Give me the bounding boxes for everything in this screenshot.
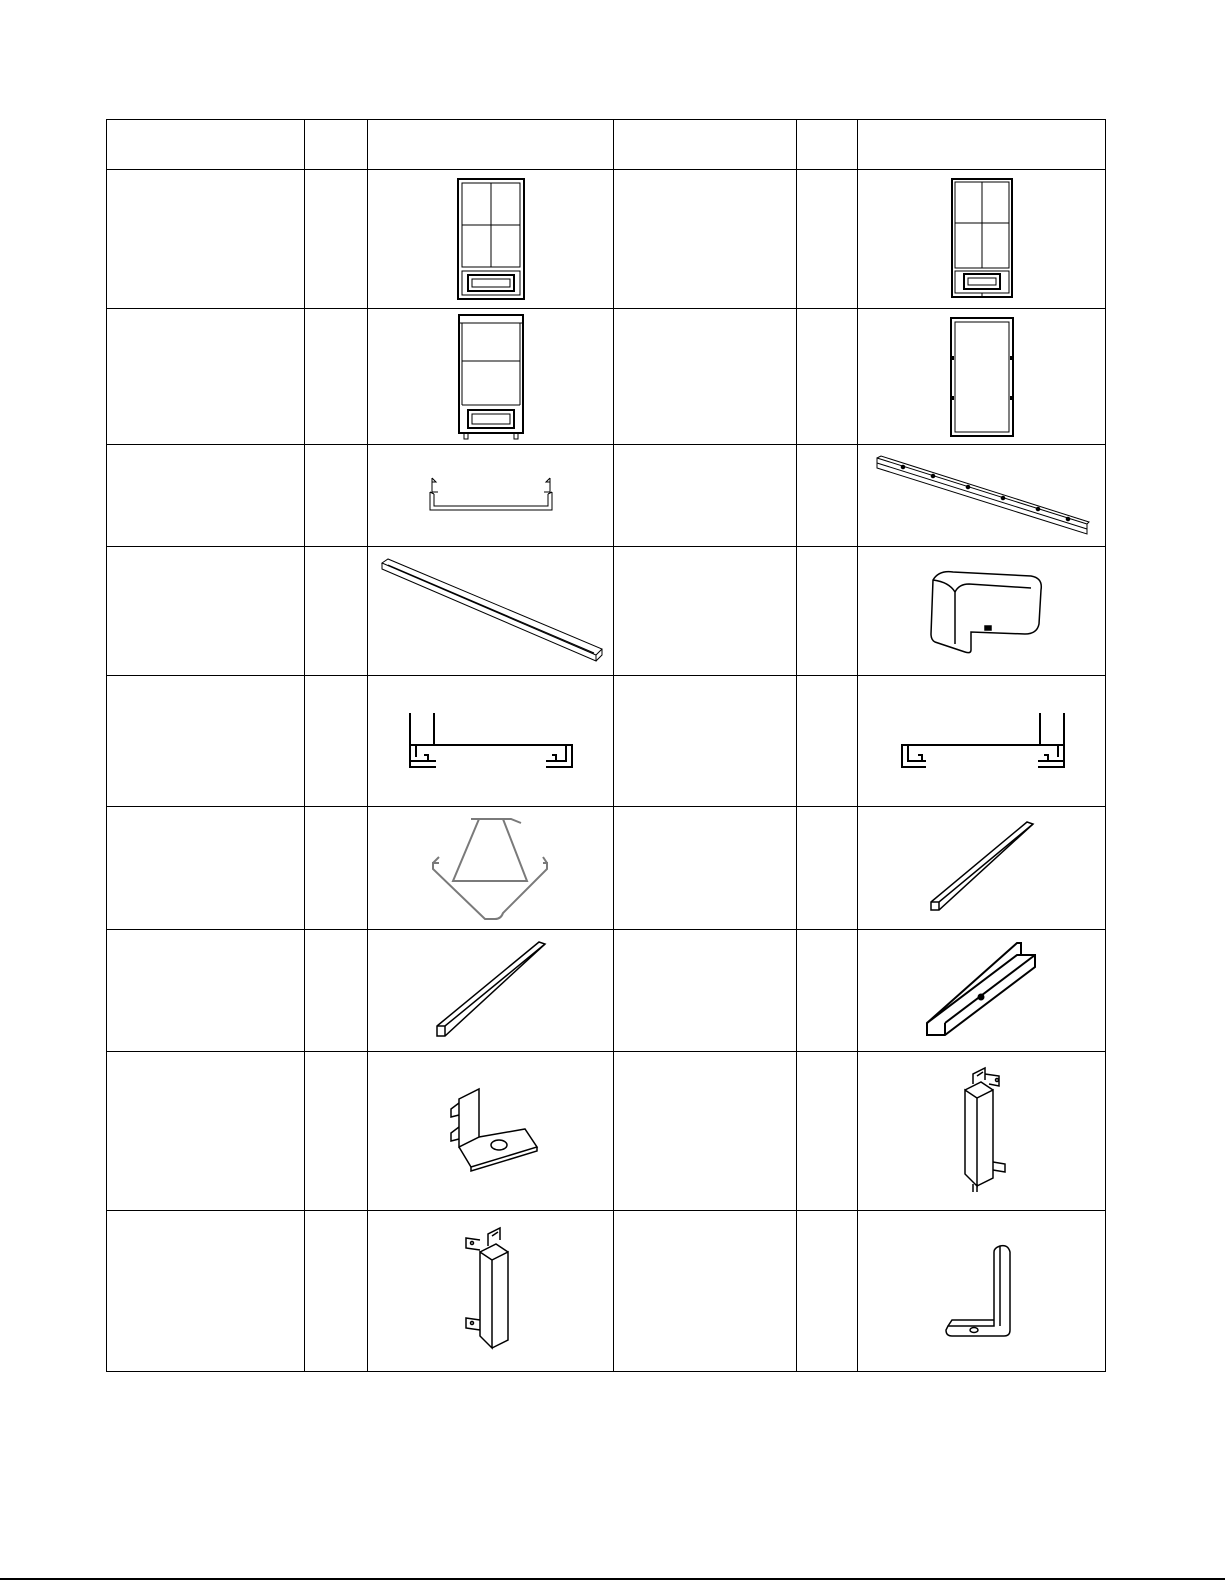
base-profile-right-icon	[896, 711, 1068, 771]
part-qty-cell	[797, 309, 858, 445]
part-image-cell	[368, 676, 614, 807]
part-image-cell	[368, 1052, 614, 1211]
part-name-cell	[107, 1052, 305, 1211]
part-image-cell	[368, 309, 614, 445]
table-header-row	[107, 120, 1106, 170]
header-cell	[614, 120, 797, 170]
part-name-cell	[107, 547, 305, 676]
part-qty-cell	[305, 930, 368, 1052]
part-qty-cell	[797, 676, 858, 807]
part-name-cell	[614, 1052, 797, 1211]
part-image-cell	[368, 170, 614, 309]
part-image-cell	[858, 676, 1106, 807]
part-name-cell	[107, 676, 305, 807]
part-qty-cell	[797, 1211, 858, 1372]
drilled-rail-icon	[873, 454, 1091, 538]
part-name-cell	[107, 807, 305, 930]
vertical-connector-icon	[456, 1224, 526, 1358]
part-image-cell	[858, 309, 1106, 445]
long-channel-rail-icon	[378, 557, 604, 665]
part-qty-cell	[797, 930, 858, 1052]
part-name-cell	[107, 170, 305, 309]
table-row	[107, 1052, 1106, 1211]
part-qty-cell	[797, 547, 858, 676]
channel-profile-icon	[424, 476, 558, 516]
part-image-cell	[858, 807, 1106, 930]
part-image-cell	[858, 1052, 1106, 1211]
header-cell	[797, 120, 858, 170]
part-image-cell	[858, 170, 1106, 309]
l-bracket-icon	[944, 1242, 1020, 1340]
part-image-cell	[858, 1211, 1106, 1372]
door-panel-with-vent-icon	[456, 313, 526, 441]
part-qty-cell	[305, 170, 368, 309]
table-row	[107, 807, 1106, 930]
table-row	[107, 676, 1106, 807]
part-qty-cell	[797, 445, 858, 547]
part-qty-cell	[305, 547, 368, 676]
part-qty-cell	[305, 807, 368, 930]
header-cell	[368, 120, 614, 170]
part-name-cell	[614, 930, 797, 1052]
part-name-cell	[614, 547, 797, 676]
table-row	[107, 170, 1106, 309]
plain-door-panel-icon	[949, 316, 1015, 438]
part-image-cell	[368, 445, 614, 547]
window-panel-with-vent-icon	[456, 177, 526, 301]
part-qty-cell	[305, 309, 368, 445]
table-row	[107, 547, 1106, 676]
part-qty-cell	[797, 170, 858, 309]
part-qty-cell	[797, 807, 858, 930]
table-row	[107, 309, 1106, 445]
part-image-cell	[368, 807, 614, 930]
part-image-cell	[368, 547, 614, 676]
base-profile-left-icon	[406, 711, 576, 771]
corner-bracket-icon	[441, 1087, 541, 1175]
part-name-cell	[107, 1211, 305, 1372]
part-image-cell	[858, 445, 1106, 547]
diagonal-bar-icon	[927, 818, 1037, 918]
header-cell	[107, 120, 305, 170]
part-name-cell	[614, 676, 797, 807]
part-name-cell	[614, 309, 797, 445]
gable-connector-profile-icon	[431, 813, 551, 923]
part-name-cell	[614, 807, 797, 930]
vertical-connector-icon	[947, 1066, 1017, 1196]
part-qty-cell	[305, 1052, 368, 1211]
part-qty-cell	[305, 1211, 368, 1372]
parts-table	[106, 119, 1106, 1372]
part-image-cell	[368, 930, 614, 1052]
corner-cap-icon	[919, 568, 1045, 654]
angle-bar-icon	[925, 941, 1039, 1041]
header-cell	[305, 120, 368, 170]
part-name-cell	[107, 930, 305, 1052]
table-row	[107, 930, 1106, 1052]
part-name-cell	[614, 445, 797, 547]
part-name-cell	[614, 170, 797, 309]
part-image-cell	[368, 1211, 614, 1372]
part-name-cell	[614, 1211, 797, 1372]
part-qty-cell	[305, 676, 368, 807]
part-name-cell	[107, 445, 305, 547]
table-row	[107, 445, 1106, 547]
part-image-cell	[858, 930, 1106, 1052]
window-panel-with-vent-small-icon	[950, 177, 1014, 301]
header-cell	[858, 120, 1106, 170]
table-row	[107, 1211, 1106, 1372]
part-qty-cell	[797, 1052, 858, 1211]
part-image-cell	[858, 547, 1106, 676]
page-bottom-border	[0, 1578, 1225, 1580]
part-name-cell	[107, 309, 305, 445]
diagonal-bar-icon	[433, 938, 549, 1044]
part-qty-cell	[305, 445, 368, 547]
